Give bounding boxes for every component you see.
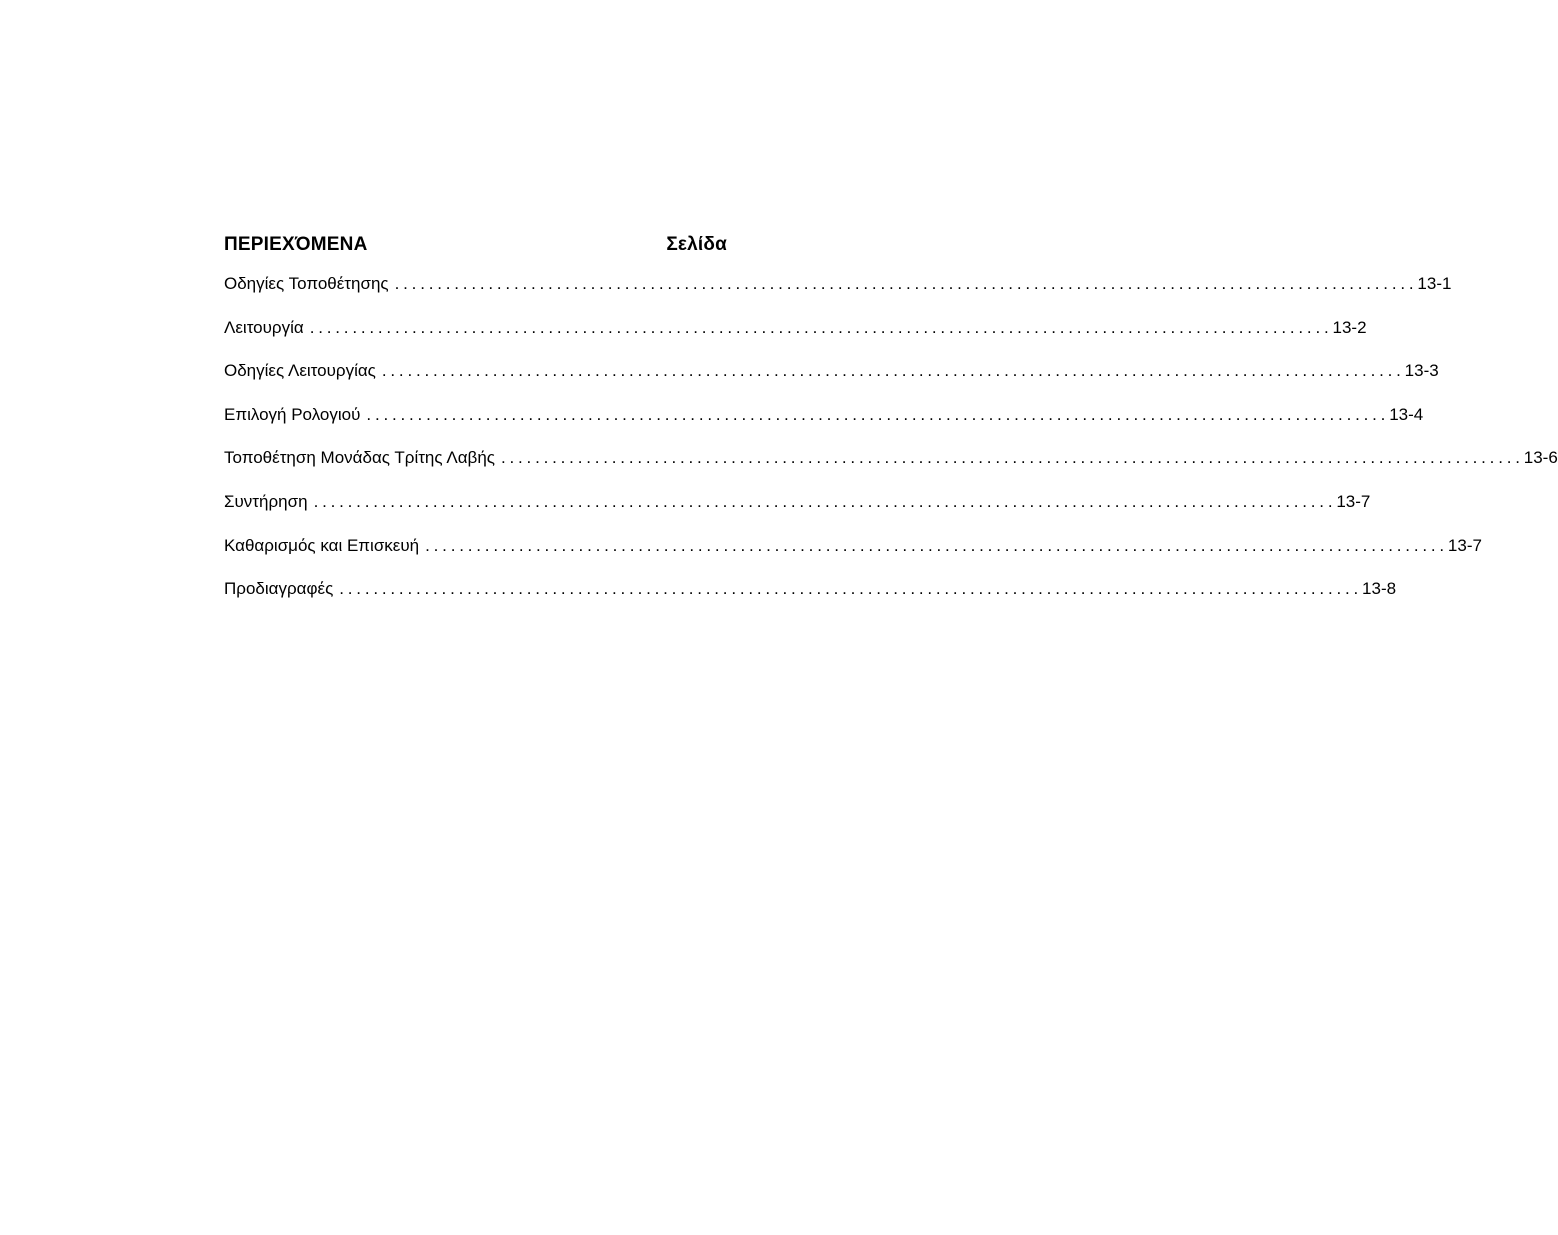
toc-entry-page: 13-6: [1523, 448, 1558, 468]
toc-entry[interactable]: [224, 448, 1558, 492]
toc-entry[interactable]: [224, 404, 1424, 449]
toc-entry-title: Καθαρισμός και Επισκευή: [224, 535, 420, 555]
toc-entry-title: Προδιαγραφές: [224, 579, 334, 599]
toc-entry[interactable]: [224, 274, 1452, 318]
dot-leader: ........................................................................................................................: [309, 317, 1333, 337]
toc-title: ΠΕΡΙΕΧΌΜΕΝΑ: [224, 234, 368, 255]
dot-leader: ........................................................................................................................: [339, 579, 1363, 599]
toc-entry-title: Οδηγίες Λειτουργίας: [224, 361, 376, 381]
toc-entry[interactable]: [224, 535, 1482, 580]
dot-leader: ........................................................................................................................: [394, 274, 1418, 293]
dot-leader: ........................................................................................................................: [313, 491, 1337, 511]
toc-entry-page: 13-3: [1404, 361, 1439, 381]
toc-entry-title: Συντήρηση: [224, 491, 308, 511]
toc-entry-page: 13-4: [1389, 404, 1424, 424]
toc-entry-page: 13-2: [1332, 317, 1367, 337]
dot-leader: ........................................................................................................................: [500, 448, 1524, 468]
toc-entry-title: Λειτουργία: [224, 317, 304, 337]
toc-entry-title: Οδηγίες Τοποθέτησης: [224, 274, 389, 293]
toc-header: [224, 234, 730, 260]
toc-entry[interactable]: [224, 361, 1439, 405]
toc-entry-page: 13-7: [1336, 491, 1371, 511]
toc-entry-page: 13-1: [1417, 274, 1452, 293]
page-column-heading: Σελίδα: [666, 234, 727, 255]
table-of-contents: [224, 234, 1558, 623]
toc-list: [224, 274, 1558, 623]
toc-entry[interactable]: [224, 317, 1367, 362]
toc-entry-title: Επιλογή Ρολογιού: [224, 404, 361, 424]
dot-leader: ........................................................................................................................: [381, 361, 1405, 381]
toc-entry[interactable]: [224, 579, 1397, 623]
toc-entry-title: Τοποθέτηση Μονάδας Τρίτης Λαβής: [224, 448, 495, 468]
dot-leader: ........................................................................................................................: [366, 404, 1390, 424]
toc-entry[interactable]: [224, 491, 1371, 536]
dot-leader: ........................................................................................................................: [425, 535, 1448, 555]
toc-entry-page: 13-7: [1447, 535, 1482, 555]
toc-entry-page: 13-8: [1362, 579, 1397, 599]
